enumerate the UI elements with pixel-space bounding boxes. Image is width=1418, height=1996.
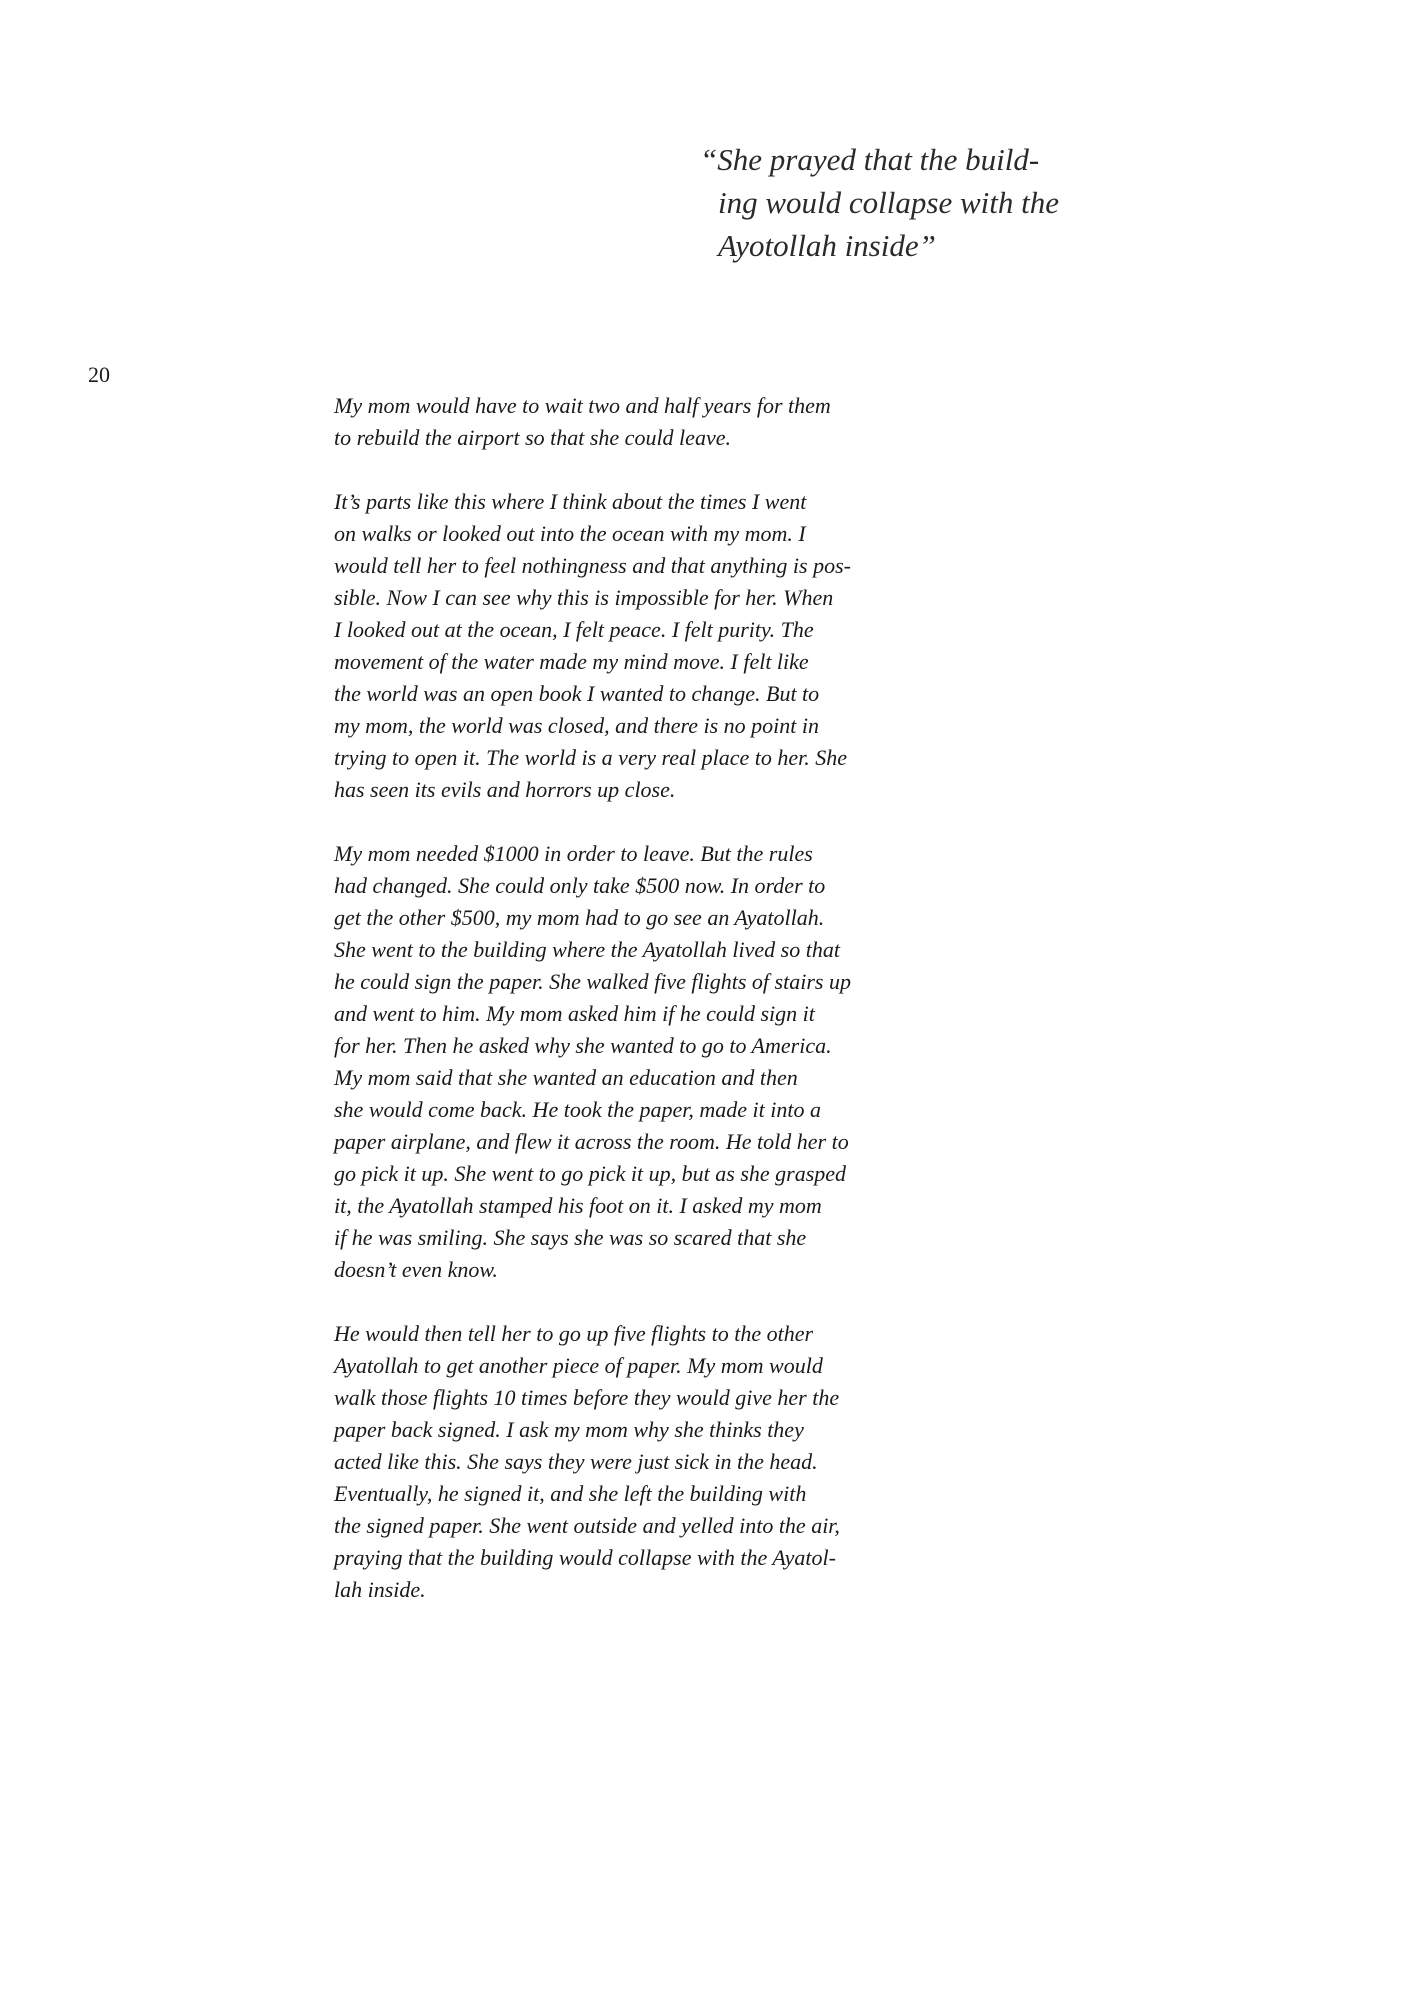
pull-quote [700,138,1120,267]
text-line: would tell her to feel nothingness and that anything is pos- [334,553,851,578]
paragraph-4 [334,1318,934,1606]
text-line: paper airplane, and flew it across the room. He told her to [334,1129,849,1154]
text-line: lah inside. [334,1577,426,1602]
text-line: Ayatollah to get another piece of paper. My mom would [334,1353,823,1378]
text-line: for her. Then he asked why she wanted to go to America. [334,1033,832,1058]
text-line: on walks or looked out into the ocean with my mom. I [334,521,806,546]
text-line: Eventually, he signed it, and she left the building with [334,1481,807,1506]
text-line: trying to open it. The world is a very real place to her. She [334,745,848,770]
text-line: My mom needed $1000 in order to leave. But the rules [334,841,813,866]
text-line: walk those flights 10 times before they would give her the [334,1385,840,1410]
pull-quote-line: “She prayed that the build- [700,142,1040,177]
text-line: It’s parts like this where I think about the times I went [334,489,807,514]
text-line: the world was an open book I wanted to change. But to [334,681,820,706]
text-line: get the other $500, my mom had to go see an Ayatollah. [334,905,825,930]
pull-quote-line: Ayotollah inside” [718,228,936,263]
text-line: My mom would have to wait two and half years for them [334,393,831,418]
page-number: 20 [88,362,110,387]
text-line: He would then tell her to go up five flights to the other [334,1321,814,1346]
paragraph-2 [334,486,934,806]
body-text [334,390,934,1638]
text-line: praying that the building would collapse with the Ayatol- [334,1545,836,1570]
text-line: doesn’t even know. [334,1257,498,1282]
text-line: She went to the building where the Ayatollah lived so that [334,937,840,962]
paragraph-3 [334,838,934,1286]
text-line: my mom, the world was closed, and there is no point in [334,713,819,738]
text-line: she would come back. He took the paper, made it into a [334,1097,821,1122]
text-line: paper back signed. I ask my mom why she thinks they [334,1417,804,1442]
pull-quote-line: ing would collapse with the [718,185,1059,220]
text-line: he could sign the paper. She walked five flights of stairs up [334,969,851,994]
text-line: sible. Now I can see why this is impossible for her. When [334,585,834,610]
text-line: movement of the water made my mind move. I felt like [334,649,809,674]
text-line: it, the Ayatollah stamped his foot on it. I asked my mom [334,1193,822,1218]
text-line: I looked out at the ocean, I felt peace. I felt purity. The [334,617,814,642]
text-line: if he was smiling. She says she was so scared that she [334,1225,807,1250]
text-line: acted like this. She says they were just sick in the head. [334,1449,818,1474]
text-line: and went to him. My mom asked him if he could sign it [334,1001,815,1026]
text-line: has seen its evils and horrors up close. [334,777,676,802]
text-line: the signed paper. She went outside and yelled into the air, [334,1513,840,1538]
text-line: My mom said that she wanted an education and then [334,1065,798,1090]
text-line: to rebuild the airport so that she could leave. [334,425,731,450]
text-line: go pick it up. She went to go pick it up, but as she grasped [334,1161,847,1186]
text-line: had changed. She could only take $500 now. In order to [334,873,826,898]
paragraph-1 [334,390,934,454]
